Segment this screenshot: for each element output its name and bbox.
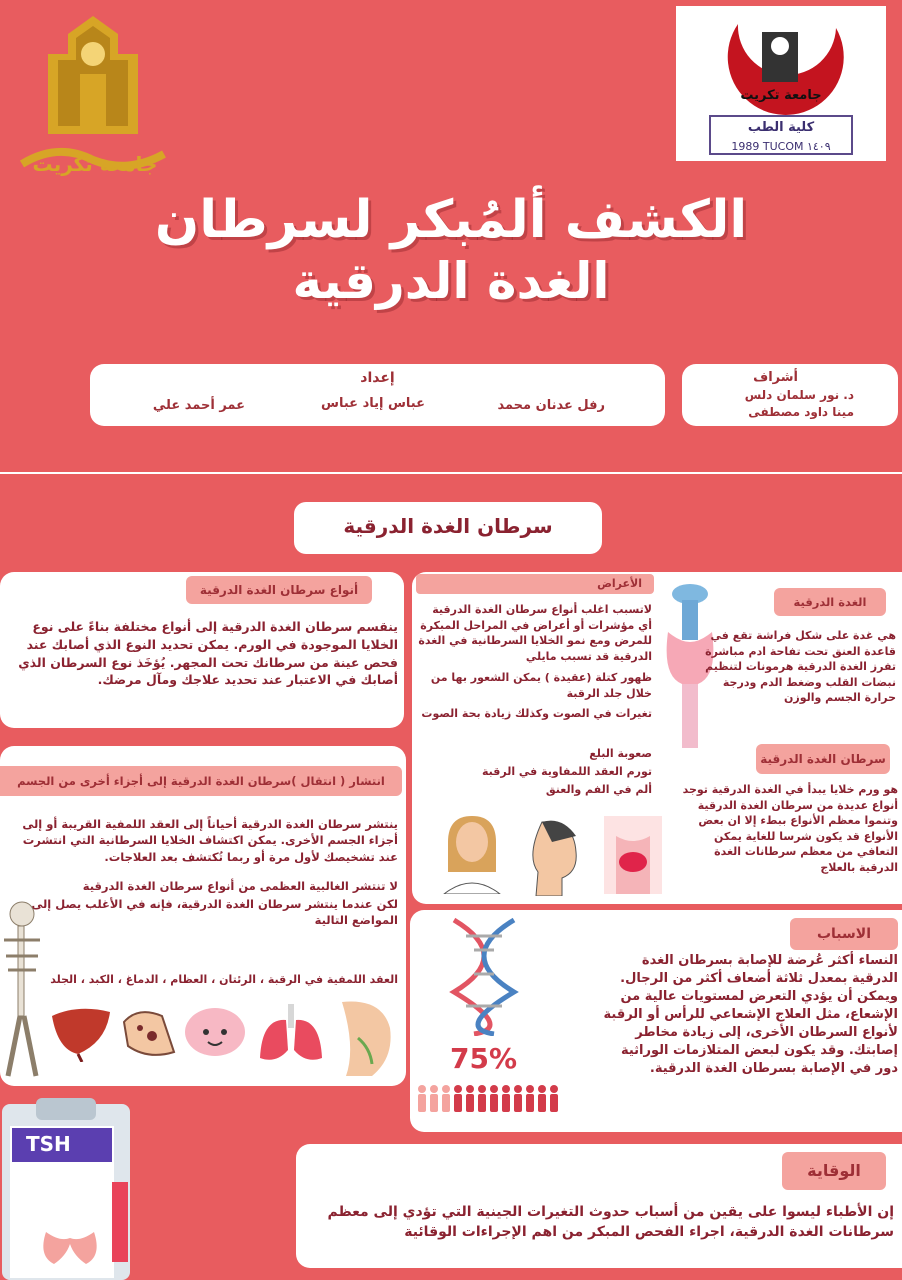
college-crescent-logo-icon [676, 6, 886, 161]
types-card [0, 572, 404, 728]
symptom-line-1: لاتسبب اغلب أنواع سرطان الغدة الدرقية أي مؤشرات أو أعراض في المراحل المبكرة للمرض ومع نمو الخلايا السرطانية في الغدة الدرقية قد تسبب مايلي [418, 603, 652, 663]
university-name-text: جامعة تكريت [32, 152, 158, 176]
page-title-line2: الغدة الدرقية [292, 252, 610, 310]
author-name-2: عباس إياد عباس [321, 396, 425, 411]
section-title: سرطان الغدة الدرقية [343, 514, 553, 538]
symptom-line-3: تغيرات في الصوت وكذلك زيادة بحة الصوت [421, 707, 652, 720]
prevention-tag: الوقاية [782, 1152, 886, 1190]
man-profile-icon [522, 816, 586, 900]
gland-body: هي غدة على شكل فراشة تقع في قاعدة العنق تحت تفاحة ادم مباشرة تفرز الغدة الدرقية هرمونات لتنظيم نبضات القلب وضغط الدم ودرجة حرارة الجسم والوزن [705, 629, 896, 705]
spread-line-3: لكن عندما ينتشر سرطان الغدة الدرقية، فإنه في الأغلب يصل إلى المواضع التالية [31, 897, 398, 928]
lungs-icon [256, 1002, 326, 1070]
causes-card [410, 910, 902, 1132]
prevention-body: إن الأطباء ليسوا على يقين من أسباب حدوث التغيرات الجينية التي تؤدي إلى معظم سرطانات الغدة الدرقية، اجراء الفحص المبكر من اهم الإجراءات الوقائية [327, 1204, 894, 1241]
gland-tag: الغدة الدرقية [774, 588, 886, 616]
people-stat-icon [416, 1084, 566, 1120]
prevention-card [296, 1144, 902, 1268]
skeleton-icon [0, 900, 60, 1084]
person-figure [490, 1085, 498, 1112]
types-body: ينقسم سرطان الغدة الدرقية إلى أنواع مختلفة بناءً على نوع الخلايا الموجودة في الورم. يمكن تحديد النوع الذي أصابك عند فحص عينة من سرطانك تحت المجهر. يُؤخَذ نوع السرطان الذي أصابك في الاعتبار عند تحديد علاجك ومآل مرضك. [18, 619, 398, 688]
spread-line-2: لا تنتشر الغالبية العظمى من أنواع سرطان الغدة الدرقية [82, 879, 398, 893]
person-figure [526, 1085, 534, 1112]
person-figure [430, 1085, 438, 1112]
skin-icon [118, 1002, 178, 1066]
cancer-tag: سرطان الغدة الدرقية [756, 744, 890, 774]
cancer-body: هو ورم خلايا يبدأ في الغدة الدرقية توجد أنواع عديدة من سرطان الغدة الدرقية وتنموا معظم الأنواع ببطء إلا ان بعض الأنواع قد يكون شرسا للغاية يمكن التعافي من معظم سرطانات الغدة الدرقية بالعلاج [682, 783, 898, 875]
supervisors-card [682, 364, 898, 426]
person-figure [454, 1085, 462, 1112]
authors-heading: إعداد [360, 370, 395, 386]
clipboard-label: TSH [26, 1132, 71, 1156]
symptom-line-4: صعوبة البلع [589, 747, 652, 760]
person-figure [538, 1085, 546, 1112]
spread-line-1: ينتشر سرطان الغدة الدرقية أحياناً إلى العقد اللمفية القريبة أو إلى أجزاء الجسم الأخرى. يمكن اكتشاف الخلايا السرطانية التي انتشرت عند تشخيصك لأول مرة أو ربما تُكتشف بعد العلاجات. [22, 817, 398, 864]
college-logo-uni-text: جامعة تكريت [740, 88, 822, 103]
author-name-1: رفل عدنان محمد [497, 398, 605, 413]
person-figure [466, 1085, 474, 1112]
person-figure [550, 1085, 558, 1112]
neck-thyroid-icon [598, 816, 668, 898]
symptoms-tag: الأعراض [416, 574, 654, 594]
supervisor-name-2: مينا داود مصطفى [748, 405, 854, 419]
university-emblem-icon [18, 14, 168, 179]
person-figure [502, 1085, 510, 1112]
neck-pain-woman-icon [440, 812, 504, 898]
college-name-text: كلية الطب [747, 120, 815, 135]
clipboard-icon [0, 1098, 140, 1280]
brain-icon [182, 1004, 248, 1066]
symptom-line-2: ظهور كتلة (عقيدة ) يمكن الشعور بها من خلال جلد الرقبة [430, 671, 652, 700]
symptom-line-6: ألم في الفم والعنق [545, 783, 652, 796]
person-figure [418, 1085, 426, 1112]
person-figure [514, 1085, 522, 1112]
section-divider [0, 472, 902, 474]
authors-card [90, 364, 665, 426]
causes-tag: الاسباب [790, 918, 898, 950]
person-figure [478, 1085, 486, 1112]
spread-tag: انتشار ( انتقال )سرطان الغدة الدرقية إلى أجزاء أخرى من الجسم [0, 766, 402, 796]
supervisors-heading: أشراف [753, 370, 798, 385]
dna-icon [444, 916, 524, 1040]
page-title-line1: الكشف ألمُبكر لسرطان [154, 190, 748, 250]
section-title-card [294, 502, 602, 554]
spread-line-4: العقد اللمفية في الرقبة ، الرئتان ، العظام ، الدماغ ، الكبد ، الجلد [50, 973, 398, 986]
author-name-3: عمر أحمد علي [152, 398, 245, 413]
symptoms-card [412, 572, 902, 904]
causes-body: النساء أكثر عُرضة للإصابة بسرطان الغدة الدرقية بمعدل ثلاثة أضعاف أكثر من الرجال. ويمكن أن يؤدي التعرض لمستويات عالية من الإشعاع، مثل العلاج الإشعاعي للرأس أو الرقبة لأنواع السرطان الأخرى، إلى زيادة مخاطر إصابتك. وقد يكون لبعض المتلازمات الوراثية دور في الإصابة بسرطان الغدة الدرقية. [603, 953, 898, 1076]
college-tag-text: 1989 TUCOM ١٤٠٩ [731, 140, 831, 153]
types-tag: أنواع سرطان الغدة الدرقية [186, 576, 372, 604]
supervisor-name-1: د. نور سلمان دلس [744, 388, 854, 402]
person-figure [442, 1085, 450, 1112]
symptom-line-5: تورم العقد اللمفاوية في الرقبة [481, 765, 652, 778]
stat-value: 75% [450, 1042, 518, 1075]
lymph-neck-icon [332, 998, 402, 1082]
spread-card [0, 746, 406, 1086]
